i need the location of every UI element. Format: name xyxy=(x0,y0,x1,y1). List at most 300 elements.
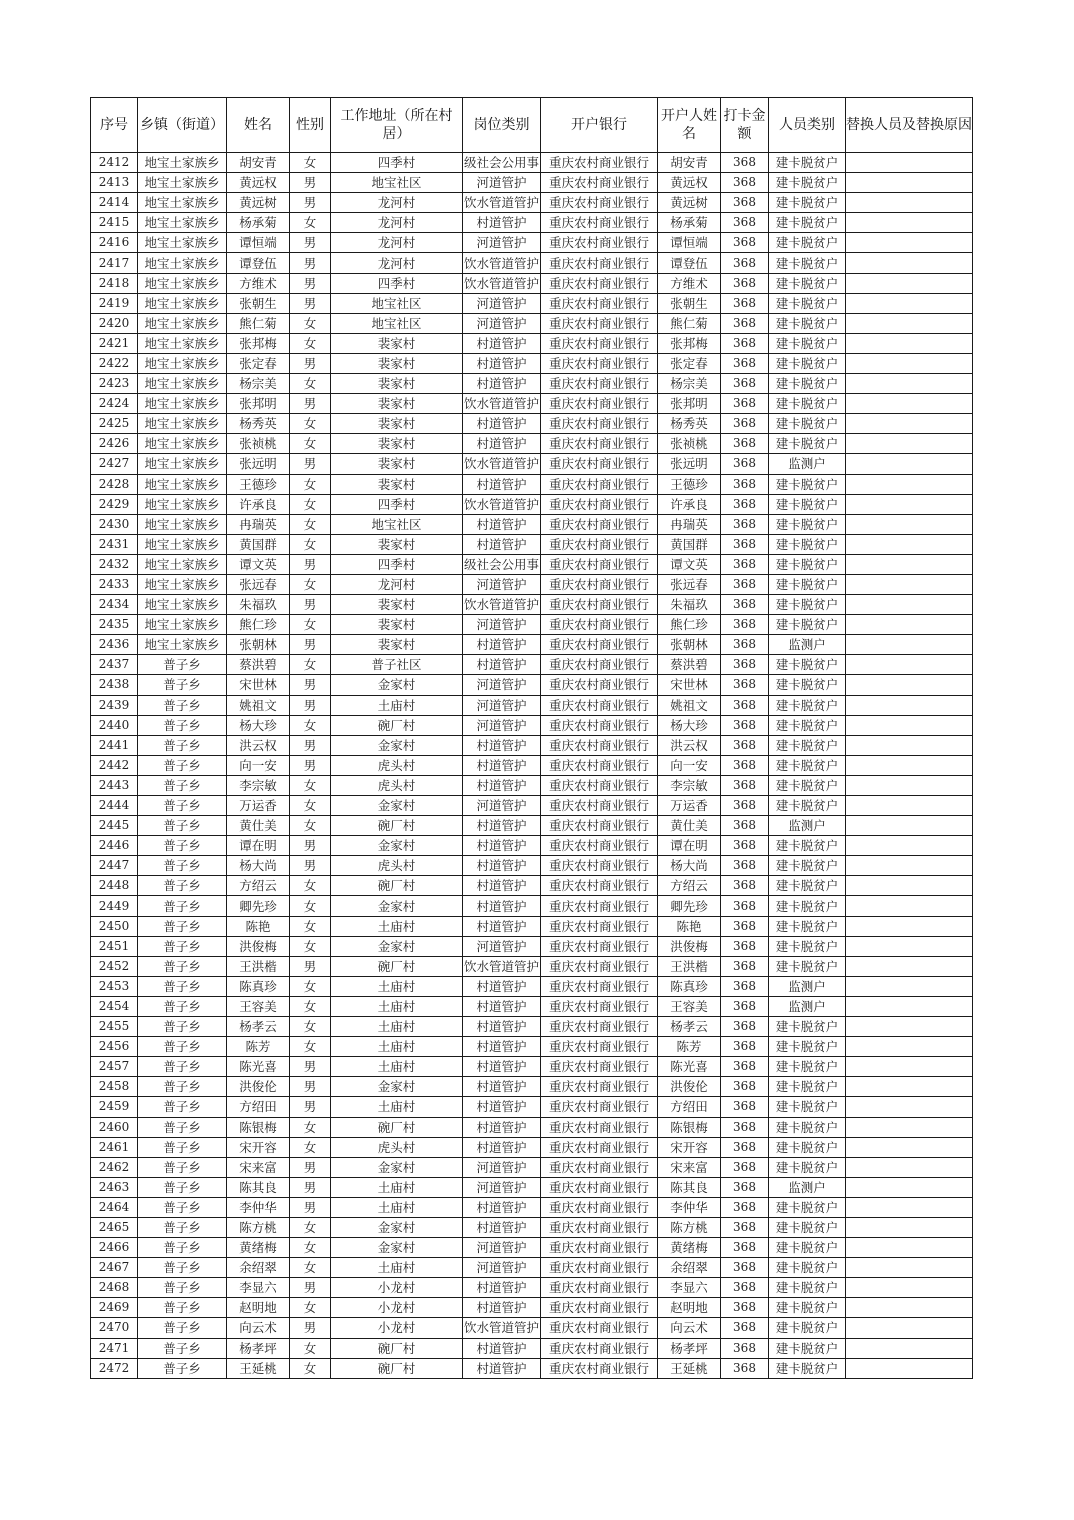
cell-work-address: 土庙村 xyxy=(331,1177,463,1197)
cell-work-address: 裴家村 xyxy=(331,534,463,554)
cell-bank: 重庆农村商业银行 xyxy=(541,253,658,273)
cell-post-type xyxy=(463,655,541,675)
cell-person-category: 建卡脱贫户 xyxy=(769,554,846,574)
cell-gender: 女 xyxy=(290,1338,331,1358)
cell-bank: 重庆农村商业银行 xyxy=(541,414,658,434)
cell-gender: 女 xyxy=(290,1037,331,1057)
cell-gender: 男 xyxy=(290,856,331,876)
cell-bank: 重庆农村商业银行 xyxy=(541,193,658,213)
post-type-text: 河道管护 xyxy=(476,798,527,814)
cell-name: 陈芳 xyxy=(227,1037,290,1057)
cell-post-type xyxy=(463,1157,541,1177)
cell-replacement-reason xyxy=(846,1217,973,1237)
cell-account-holder: 张邦明 xyxy=(658,394,721,414)
header-col-replacement-reason: 替换人员及替换原因 xyxy=(846,98,973,153)
post-type-text: 村道管护 xyxy=(476,637,527,653)
cell-replacement-reason xyxy=(846,193,973,213)
cell-account-holder: 张朝林 xyxy=(658,635,721,655)
cell-person-category: 建卡脱贫户 xyxy=(769,514,846,534)
cell-name: 李显六 xyxy=(227,1278,290,1298)
cell-person-category: 建卡脱贫户 xyxy=(769,1157,846,1177)
cell-account-holder: 李显六 xyxy=(658,1278,721,1298)
cell-bank: 重庆农村商业银行 xyxy=(541,876,658,896)
cell-post-type xyxy=(463,414,541,434)
cell-person-category: 建卡脱贫户 xyxy=(769,1338,846,1358)
cell-amount: 368 xyxy=(721,956,769,976)
cell-gender: 男 xyxy=(290,1097,331,1117)
cell-work-address: 碗厂村 xyxy=(331,876,463,896)
cell-person-category: 建卡脱贫户 xyxy=(769,655,846,675)
cell-account-holder: 张远春 xyxy=(658,574,721,594)
cell-bank: 重庆农村商业银行 xyxy=(541,293,658,313)
post-type-text: 河道管护 xyxy=(476,938,527,954)
table-row xyxy=(91,1278,973,1298)
cell-replacement-reason xyxy=(846,675,973,695)
cell-bank: 重庆农村商业银行 xyxy=(541,655,658,675)
post-type-text: 村道管护 xyxy=(476,436,527,452)
cell-name: 向一安 xyxy=(227,755,290,775)
cell-index: 2472 xyxy=(91,1358,138,1378)
cell-work-address: 金家村 xyxy=(331,896,463,916)
table-row xyxy=(91,1358,973,1378)
cell-post-type xyxy=(463,1077,541,1097)
cell-township: 普子乡 xyxy=(138,836,227,856)
cell-bank: 重庆农村商业银行 xyxy=(541,1238,658,1258)
cell-township: 地宝土家族乡 xyxy=(138,173,227,193)
cell-name: 方维术 xyxy=(227,273,290,293)
cell-amount: 368 xyxy=(721,1298,769,1318)
cell-bank: 重庆农村商业银行 xyxy=(541,1137,658,1157)
cell-index: 2461 xyxy=(91,1137,138,1157)
cell-amount: 368 xyxy=(721,916,769,936)
cell-post-type xyxy=(463,353,541,373)
cell-amount: 368 xyxy=(721,253,769,273)
cell-replacement-reason xyxy=(846,876,973,896)
cell-replacement-reason xyxy=(846,313,973,333)
cell-name: 黄国群 xyxy=(227,534,290,554)
cell-index: 2445 xyxy=(91,816,138,836)
cell-post-type xyxy=(463,173,541,193)
table-row xyxy=(91,775,973,795)
post-type-text: 河道管护 xyxy=(476,677,527,693)
cell-account-holder: 宋开容 xyxy=(658,1137,721,1157)
cell-work-address: 小龙村 xyxy=(331,1318,463,1338)
cell-index: 2448 xyxy=(91,876,138,896)
cell-township: 地宝土家族乡 xyxy=(138,233,227,253)
cell-gender: 男 xyxy=(290,595,331,615)
cell-amount: 368 xyxy=(721,1137,769,1157)
table-row xyxy=(91,1238,973,1258)
cell-person-category: 建卡脱贫户 xyxy=(769,675,846,695)
cell-work-address: 普子社区 xyxy=(331,655,463,675)
cell-amount: 368 xyxy=(721,514,769,534)
cell-work-address: 金家村 xyxy=(331,675,463,695)
cell-index: 2465 xyxy=(91,1217,138,1237)
cell-amount: 368 xyxy=(721,153,769,173)
post-type-text: 河道管护 xyxy=(476,717,527,733)
cell-post-type xyxy=(463,755,541,775)
cell-name: 杨大尚 xyxy=(227,856,290,876)
cell-account-holder: 方维术 xyxy=(658,273,721,293)
table-row xyxy=(91,956,973,976)
cell-account-holder: 杨秀英 xyxy=(658,414,721,434)
cell-index: 2463 xyxy=(91,1177,138,1197)
cell-index: 2440 xyxy=(91,715,138,735)
cell-replacement-reason xyxy=(846,213,973,233)
cell-work-address: 碗厂村 xyxy=(331,1358,463,1378)
cell-account-holder: 向一安 xyxy=(658,755,721,775)
cell-account-holder: 宋来富 xyxy=(658,1157,721,1177)
table-row xyxy=(91,394,973,414)
cell-person-category: 建卡脱贫户 xyxy=(769,233,846,253)
cell-name: 洪云权 xyxy=(227,735,290,755)
cell-gender: 男 xyxy=(290,253,331,273)
cell-bank: 重庆农村商业银行 xyxy=(541,1157,658,1177)
cell-amount: 368 xyxy=(721,755,769,775)
cell-replacement-reason xyxy=(846,1057,973,1077)
cell-replacement-reason xyxy=(846,1358,973,1378)
cell-amount: 368 xyxy=(721,213,769,233)
cell-amount: 368 xyxy=(721,374,769,394)
table-row xyxy=(91,253,973,273)
table-row xyxy=(91,936,973,956)
cell-work-address: 虎头村 xyxy=(331,856,463,876)
cell-person-category: 建卡脱贫户 xyxy=(769,1057,846,1077)
cell-person-category: 建卡脱贫户 xyxy=(769,595,846,615)
cell-name: 卿先珍 xyxy=(227,896,290,916)
cell-township: 地宝土家族乡 xyxy=(138,394,227,414)
cell-account-holder: 杨承菊 xyxy=(658,213,721,233)
cell-name: 洪俊伦 xyxy=(227,1077,290,1097)
cell-name: 张邦明 xyxy=(227,394,290,414)
cell-amount: 368 xyxy=(721,1177,769,1197)
cell-replacement-reason xyxy=(846,976,973,996)
table-row xyxy=(91,1017,973,1037)
cell-replacement-reason xyxy=(846,956,973,976)
cell-township: 地宝土家族乡 xyxy=(138,313,227,333)
cell-post-type xyxy=(463,213,541,233)
cell-bank: 重庆农村商业银行 xyxy=(541,534,658,554)
post-type-text: 村道管护 xyxy=(476,476,527,492)
cell-post-type xyxy=(463,554,541,574)
cell-person-category: 建卡脱贫户 xyxy=(769,916,846,936)
cell-index: 2436 xyxy=(91,635,138,655)
cell-bank: 重庆农村商业银行 xyxy=(541,1117,658,1137)
cell-amount: 368 xyxy=(721,796,769,816)
post-type-text: 河道管护 xyxy=(476,1260,527,1276)
cell-index: 2415 xyxy=(91,213,138,233)
cell-township: 地宝土家族乡 xyxy=(138,554,227,574)
cell-replacement-reason xyxy=(846,1157,973,1177)
cell-person-category: 建卡脱贫户 xyxy=(769,796,846,816)
cell-index: 2455 xyxy=(91,1017,138,1037)
cell-bank: 重庆农村商业银行 xyxy=(541,1318,658,1338)
cell-amount: 368 xyxy=(721,695,769,715)
cell-township: 普子乡 xyxy=(138,1197,227,1217)
cell-amount: 368 xyxy=(721,273,769,293)
cell-account-holder: 王洪楷 xyxy=(658,956,721,976)
cell-index: 2452 xyxy=(91,956,138,976)
table-row xyxy=(91,1077,973,1097)
cell-township: 地宝土家族乡 xyxy=(138,253,227,273)
cell-post-type xyxy=(463,534,541,554)
cell-account-holder: 张朝生 xyxy=(658,293,721,313)
cell-gender: 男 xyxy=(290,233,331,253)
cell-work-address: 裴家村 xyxy=(331,394,463,414)
cell-index: 2443 xyxy=(91,775,138,795)
table-row xyxy=(91,896,973,916)
cell-index: 2468 xyxy=(91,1278,138,1298)
cell-person-category: 建卡脱贫户 xyxy=(769,193,846,213)
cell-post-type xyxy=(463,233,541,253)
cell-index: 2424 xyxy=(91,394,138,414)
post-type-text: 村道管护 xyxy=(476,1139,527,1155)
cell-gender: 女 xyxy=(290,715,331,735)
cell-index: 2433 xyxy=(91,574,138,594)
cell-work-address: 碗厂村 xyxy=(331,1338,463,1358)
table-row xyxy=(91,534,973,554)
header-col-amount: 打卡金额 xyxy=(721,98,769,153)
cell-index: 2442 xyxy=(91,755,138,775)
cell-index: 2464 xyxy=(91,1197,138,1217)
cell-person-category: 建卡脱贫户 xyxy=(769,715,846,735)
cell-person-category: 建卡脱贫户 xyxy=(769,494,846,514)
post-type-text: 村道管护 xyxy=(476,215,527,231)
post-type-text: 村道管护 xyxy=(476,1300,527,1316)
post-type-text: 村道管护 xyxy=(476,998,527,1014)
cell-post-type xyxy=(463,735,541,755)
cell-work-address: 四季村 xyxy=(331,153,463,173)
cell-replacement-reason xyxy=(846,514,973,534)
cell-gender: 女 xyxy=(290,494,331,514)
cell-work-address: 土庙村 xyxy=(331,1017,463,1037)
cell-post-type xyxy=(463,836,541,856)
cell-person-category: 建卡脱贫户 xyxy=(769,374,846,394)
cell-replacement-reason xyxy=(846,916,973,936)
cell-replacement-reason xyxy=(846,1278,973,1298)
cell-account-holder: 杨大尚 xyxy=(658,856,721,876)
cell-post-type xyxy=(463,434,541,454)
post-type-text: 村道管护 xyxy=(476,355,527,371)
cell-bank: 重庆农村商业银行 xyxy=(541,635,658,655)
table-row xyxy=(91,796,973,816)
cell-replacement-reason xyxy=(846,414,973,434)
cell-replacement-reason xyxy=(846,494,973,514)
cell-amount: 368 xyxy=(721,394,769,414)
cell-replacement-reason xyxy=(846,695,973,715)
cell-index: 2435 xyxy=(91,615,138,635)
cell-name: 洪俊梅 xyxy=(227,936,290,956)
cell-index: 2417 xyxy=(91,253,138,273)
cell-township: 普子乡 xyxy=(138,996,227,1016)
cell-bank: 重庆农村商业银行 xyxy=(541,374,658,394)
cell-account-holder: 方绍云 xyxy=(658,876,721,896)
cell-account-holder: 谭恒端 xyxy=(658,233,721,253)
cell-amount: 368 xyxy=(721,1238,769,1258)
cell-gender: 女 xyxy=(290,816,331,836)
cell-name: 李仲华 xyxy=(227,1197,290,1217)
table-row xyxy=(91,1197,973,1217)
cell-bank: 重庆农村商业银行 xyxy=(541,213,658,233)
cell-name: 张祯桃 xyxy=(227,434,290,454)
cell-work-address: 碗厂村 xyxy=(331,1117,463,1137)
cell-township: 普子乡 xyxy=(138,1157,227,1177)
table-row xyxy=(91,1217,973,1237)
cell-amount: 368 xyxy=(721,1338,769,1358)
cell-replacement-reason xyxy=(846,936,973,956)
post-type-text: 村道管护 xyxy=(476,1019,527,1035)
cell-amount: 368 xyxy=(721,856,769,876)
cell-bank: 重庆农村商业银行 xyxy=(541,514,658,534)
header-row xyxy=(91,98,973,153)
cell-name: 陈银梅 xyxy=(227,1117,290,1137)
table-row xyxy=(91,173,973,193)
cell-work-address: 地宝社区 xyxy=(331,293,463,313)
cell-gender: 女 xyxy=(290,474,331,494)
cell-work-address: 土庙村 xyxy=(331,1097,463,1117)
cell-person-category: 建卡脱贫户 xyxy=(769,755,846,775)
cell-person-category: 建卡脱贫户 xyxy=(769,1318,846,1338)
cell-work-address: 土庙村 xyxy=(331,996,463,1016)
cell-post-type xyxy=(463,1318,541,1338)
cell-post-type xyxy=(463,333,541,353)
cell-person-category: 建卡脱贫户 xyxy=(769,1077,846,1097)
cell-account-holder: 陈方桃 xyxy=(658,1217,721,1237)
cell-work-address: 地宝社区 xyxy=(331,514,463,534)
cell-index: 2426 xyxy=(91,434,138,454)
cell-bank: 重庆农村商业银行 xyxy=(541,333,658,353)
cell-post-type xyxy=(463,896,541,916)
cell-replacement-reason xyxy=(846,836,973,856)
cell-account-holder: 陈银梅 xyxy=(658,1117,721,1137)
cell-replacement-reason xyxy=(846,1258,973,1278)
cell-post-type xyxy=(463,816,541,836)
cell-gender: 女 xyxy=(290,896,331,916)
cell-account-holder: 胡安青 xyxy=(658,153,721,173)
cell-bank: 重庆农村商业银行 xyxy=(541,153,658,173)
header-col-township: 乡镇（街道） xyxy=(138,98,227,153)
post-type-text: 河道管护 xyxy=(476,697,527,713)
cell-bank: 重庆农村商业银行 xyxy=(541,896,658,916)
cell-bank: 重庆农村商业银行 xyxy=(541,856,658,876)
cell-amount: 368 xyxy=(721,735,769,755)
cell-replacement-reason xyxy=(846,1177,973,1197)
table-row xyxy=(91,635,973,655)
cell-bank: 重庆农村商业银行 xyxy=(541,956,658,976)
cell-replacement-reason xyxy=(846,1117,973,1137)
cell-person-category: 建卡脱贫户 xyxy=(769,1037,846,1057)
cell-name: 黄远权 xyxy=(227,173,290,193)
cell-account-holder: 蔡洪碧 xyxy=(658,655,721,675)
cell-replacement-reason xyxy=(846,715,973,735)
cell-bank: 重庆农村商业银行 xyxy=(541,1338,658,1358)
cell-index: 2429 xyxy=(91,494,138,514)
cell-index: 2430 xyxy=(91,514,138,534)
cell-amount: 368 xyxy=(721,775,769,795)
post-type-text: 村道管护 xyxy=(476,1340,527,1356)
table-row xyxy=(91,434,973,454)
cell-township: 地宝土家族乡 xyxy=(138,615,227,635)
cell-work-address: 土庙村 xyxy=(331,695,463,715)
table-body xyxy=(91,153,973,1379)
cell-account-holder: 陈芳 xyxy=(658,1037,721,1057)
cell-work-address: 四季村 xyxy=(331,494,463,514)
cell-index: 2458 xyxy=(91,1077,138,1097)
cell-account-holder: 黄绪梅 xyxy=(658,1238,721,1258)
cell-post-type xyxy=(463,675,541,695)
cell-account-holder: 王延桃 xyxy=(658,1358,721,1378)
cell-person-category: 建卡脱贫户 xyxy=(769,896,846,916)
cell-replacement-reason xyxy=(846,595,973,615)
cell-post-type xyxy=(463,1097,541,1117)
post-type-text: 村道管护 xyxy=(476,416,527,432)
cell-amount: 368 xyxy=(721,1117,769,1137)
cell-post-type xyxy=(463,1338,541,1358)
cell-township: 普子乡 xyxy=(138,775,227,795)
cell-gender: 女 xyxy=(290,775,331,795)
cell-person-category: 建卡脱贫户 xyxy=(769,1358,846,1378)
post-type-text: 河道管护 xyxy=(476,295,527,311)
cell-account-holder: 黄远树 xyxy=(658,193,721,213)
cell-amount: 368 xyxy=(721,1097,769,1117)
post-type-text: 河道管护 xyxy=(476,235,527,251)
table-row xyxy=(91,374,973,394)
cell-work-address: 土庙村 xyxy=(331,916,463,936)
cell-work-address: 龙河村 xyxy=(331,193,463,213)
cell-bank: 重庆农村商业银行 xyxy=(541,976,658,996)
cell-township: 普子乡 xyxy=(138,896,227,916)
cell-township: 普子乡 xyxy=(138,715,227,735)
table-row xyxy=(91,1117,973,1137)
cell-person-category: 建卡脱贫户 xyxy=(769,173,846,193)
cell-name: 王延桃 xyxy=(227,1358,290,1378)
cell-work-address: 土庙村 xyxy=(331,1197,463,1217)
table-row xyxy=(91,1318,973,1338)
cell-post-type xyxy=(463,1017,541,1037)
cell-name: 熊仁珍 xyxy=(227,615,290,635)
table-row xyxy=(91,996,973,1016)
cell-township: 地宝土家族乡 xyxy=(138,293,227,313)
cell-post-type xyxy=(463,1278,541,1298)
cell-amount: 368 xyxy=(721,414,769,434)
cell-post-type xyxy=(463,775,541,795)
cell-account-holder: 黄仕美 xyxy=(658,816,721,836)
cell-work-address: 龙河村 xyxy=(331,253,463,273)
table-row xyxy=(91,655,973,675)
cell-bank: 重庆农村商业银行 xyxy=(541,233,658,253)
cell-person-category: 监测户 xyxy=(769,635,846,655)
cell-gender: 男 xyxy=(290,635,331,655)
cell-township: 地宝土家族乡 xyxy=(138,414,227,434)
cell-bank: 重庆农村商业银行 xyxy=(541,474,658,494)
cell-post-type xyxy=(463,474,541,494)
cell-account-holder: 谭在明 xyxy=(658,836,721,856)
post-type-text: 村道管护 xyxy=(476,777,527,793)
cell-township: 地宝土家族乡 xyxy=(138,474,227,494)
post-type-text: 河道管护 xyxy=(476,315,527,331)
cell-gender: 男 xyxy=(290,1177,331,1197)
roster-sheet xyxy=(90,97,973,1379)
cell-bank: 重庆农村商业银行 xyxy=(541,1077,658,1097)
cell-gender: 女 xyxy=(290,996,331,1016)
cell-work-address: 裴家村 xyxy=(331,434,463,454)
cell-account-holder: 王德珍 xyxy=(658,474,721,494)
cell-bank: 重庆农村商业银行 xyxy=(541,1278,658,1298)
cell-bank: 重庆农村商业银行 xyxy=(541,715,658,735)
cell-work-address: 小龙村 xyxy=(331,1298,463,1318)
cell-post-type xyxy=(463,454,541,474)
cell-work-address: 地宝社区 xyxy=(331,173,463,193)
